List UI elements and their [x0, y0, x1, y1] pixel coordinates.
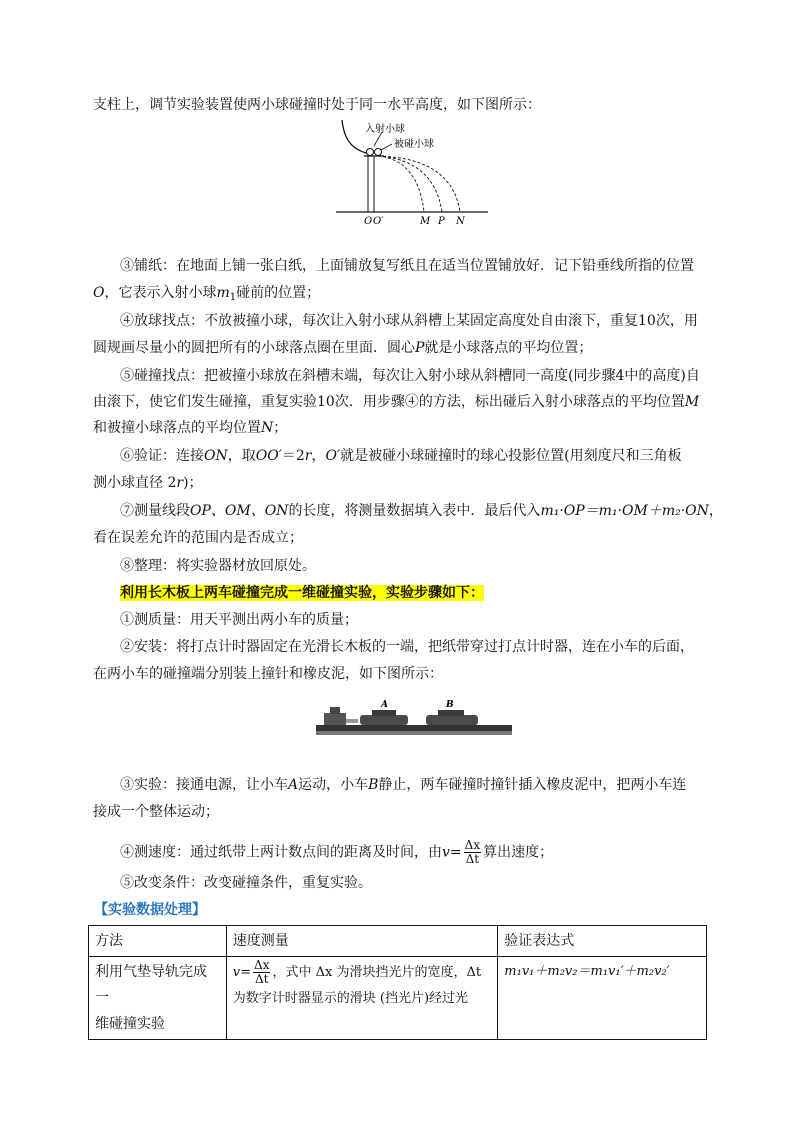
step-6-line-1: [120, 446, 682, 466]
var-on: ON: [204, 448, 228, 464]
var-r: r: [304, 448, 312, 464]
text: ⑦测量线段: [120, 503, 190, 519]
target-ball: [375, 149, 382, 156]
text: 在两小车的碰撞端分别装上撞针和橡皮泥，如下图所示：: [93, 666, 443, 682]
point-label-p: P: [438, 216, 445, 227]
cart-step-1: [120, 610, 358, 630]
trajectory-m: [378, 156, 424, 212]
number: 4: [615, 368, 625, 384]
timer-device: [324, 713, 346, 725]
var-oo: OO′: [255, 448, 282, 464]
text: ，: [311, 448, 326, 464]
text: ③实验：接通电源，让小车: [120, 777, 288, 793]
text: 看在误差允许的范围内是否成立；: [93, 530, 303, 546]
header-method: 方法: [89, 926, 227, 957]
paragraph-intro: [93, 95, 541, 115]
step-6-line-2: [93, 473, 203, 493]
var-m: m: [216, 285, 230, 301]
step-5-line-3: [93, 418, 287, 438]
text: 就是小球落点的平均位置；: [424, 340, 593, 356]
cart-a-top: [372, 710, 396, 716]
number: 10: [317, 394, 335, 410]
var-a: A: [288, 777, 299, 793]
text: ，: [708, 503, 723, 519]
fraction-denominator: Δt: [255, 972, 269, 986]
step-7-line-1: [120, 501, 723, 521]
step-8: [120, 556, 316, 576]
text: ⑤碰撞找点：把被撞小球放在斜槽末端，每次让入射小球从斜槽同一高度(同步骤: [120, 368, 616, 384]
two-carts-figure: [316, 695, 512, 741]
number: 10: [638, 313, 656, 329]
text: 测小球直径: [93, 475, 163, 491]
timer-top: [330, 707, 340, 714]
step-5-line-1: [120, 366, 700, 386]
text: 的长度，将测量数据填入表中．最后代入: [288, 503, 541, 519]
text: 支柱上，调节实验装置使两小球碰撞时处于同一水平高度，如下图所示：: [93, 97, 541, 113]
step-3-line-2: [93, 283, 320, 303]
text: 静止，两车碰撞时撞针插入橡皮泥中，把两小车连: [378, 777, 687, 793]
text: 由滚下，使它们发生碰撞，重复实验: [93, 394, 317, 410]
text: ，它表示入射小球: [104, 285, 217, 301]
highlight-text: 利用长木板上两车碰撞完成一维碰撞实验，实验步骤如下：: [120, 585, 484, 601]
section-title: 【实验数据处理】: [94, 902, 206, 918]
section-heading: [94, 900, 206, 920]
table-row: [89, 957, 707, 1040]
text: 次，用: [655, 313, 698, 329]
step-4-line-2: [93, 338, 592, 358]
step-3-line-1: [120, 256, 694, 276]
text: ③铺纸：在地面上铺一张白纸，上面铺放复写纸且在适当位置铺放好．记下铅垂线所指的位置: [120, 258, 694, 274]
cart-b: [426, 715, 478, 725]
text: 次．用步骤④的方法，标出碰后入射小球落点的平均位置: [334, 394, 685, 410]
header-verify: 验证表达式: [498, 926, 707, 957]
cart-step-3-line-1: [120, 775, 686, 795]
label-incident-ball: 入射小球: [365, 124, 405, 135]
text: 运动，小车: [298, 777, 369, 793]
label-cart-b: B: [446, 700, 454, 710]
text: ①测质量：用天平测出两小车的质量；: [120, 612, 358, 628]
subscript: 1: [229, 292, 237, 303]
point-label-n: N: [456, 216, 465, 227]
cart-b-top: [438, 710, 464, 716]
text: ⑧整理：将实验器材放回原处。: [120, 558, 316, 574]
data-processing-table: [88, 925, 707, 1040]
table-header-row: [89, 926, 707, 957]
text: )；: [183, 475, 203, 491]
incident-ball: [367, 149, 374, 156]
text: ，取: [227, 448, 256, 464]
board-shadow: [316, 731, 512, 735]
text: ；: [273, 420, 288, 436]
cart-step-3-line-2: [93, 802, 219, 822]
cart-step-2-line-2: [93, 664, 443, 684]
text: ④放球找点：不放被撞小球，每次让入射小球从斜槽上某固定高度处自由滚下，重复: [120, 313, 638, 329]
text: ⑤改变条件：改变碰撞条件，重复实验。: [120, 875, 372, 891]
var-p: P: [415, 340, 425, 356]
cart-step-4: [120, 839, 553, 866]
text: 碰前的位置；: [236, 285, 321, 301]
highlighted-heading: [120, 583, 484, 603]
segments: OP、OM、ON: [190, 503, 289, 519]
var-n: N: [261, 420, 274, 436]
text: 算出速度；: [483, 844, 554, 861]
velocity-fraction: [253, 959, 270, 986]
cell-speed: [226, 957, 498, 1040]
text: 维碰撞实验: [95, 1016, 165, 1032]
var-b: B: [368, 777, 379, 793]
var-v: v: [442, 844, 450, 861]
text: ⑥验证：连接: [120, 448, 204, 464]
text: ，式中 Δx 为滑块挡光片的宽度，Δt: [272, 965, 482, 980]
text: =: [240, 965, 252, 980]
text: ②安装：将打点计时器固定在光滑长木板的一端，把纸带穿过打点计时器，连在小车的后面，: [120, 639, 694, 655]
var-m: M: [684, 394, 700, 410]
text: 和被撞小球落点的平均位置: [93, 420, 261, 436]
var-v: v: [232, 965, 241, 980]
text: ④测速度：通过纸带上两计数点间的距离及时间，由: [120, 844, 442, 861]
fraction-numerator: Δx: [254, 958, 270, 972]
text: 圆规画尽量小的圆把所有的小球落点圈在里面．圆心: [93, 340, 415, 356]
cart-step-2-line-1: [120, 637, 694, 657]
cell-verify: [498, 957, 707, 1040]
point-label-o-prime: O′: [373, 216, 384, 227]
var-r: r: [176, 475, 184, 491]
text: 就是被碰小球碰撞时的球心投影位置(用刻度尺和三角板: [340, 448, 682, 464]
fraction-denominator: Δt: [465, 852, 480, 866]
header-speed: 速度测量: [226, 926, 498, 957]
velocity-fraction: [464, 839, 481, 866]
label-target-ball: 被碰小球: [394, 139, 434, 150]
text: 接成一个整体运动；: [93, 804, 219, 820]
collision-apparatus-figure: [334, 120, 490, 230]
step-5-line-2: [93, 392, 699, 412]
label-cart-a: A: [381, 700, 388, 710]
long-board: [316, 725, 512, 731]
step-4-line-1: [120, 311, 698, 331]
label-pointer-target: [381, 144, 392, 150]
text: =: [449, 844, 462, 861]
text: 利用气垫导轨完成一: [95, 964, 207, 1006]
fraction-numerator: Δx: [464, 838, 481, 852]
var-o-prime: O′: [325, 448, 341, 464]
step-7-line-2: [93, 528, 303, 548]
verify-expression: m₁v₁＋m₂v₂＝m₁v₁′＋m₂v₂′: [504, 964, 670, 979]
number: 2: [167, 475, 177, 491]
text: 中的高度)自: [624, 368, 700, 384]
trajectory-n: [378, 156, 460, 212]
var-o: O: [93, 285, 105, 301]
point-label-o: O: [364, 216, 373, 227]
cart-step-5: [120, 873, 372, 893]
text: ＝2: [281, 448, 305, 464]
point-label-m: M: [420, 216, 431, 227]
paper-tape: [346, 719, 358, 723]
trajectory-p: [378, 156, 442, 212]
text: 为数字计时器显示的滑块 (挡光片)经过光: [232, 991, 469, 1006]
cart-a: [360, 715, 408, 725]
speed-line-1: [233, 959, 492, 986]
cell-method: [89, 957, 227, 1040]
momentum-formula: m₁·OP＝m₁·OM＋m₂·ON: [540, 503, 709, 519]
